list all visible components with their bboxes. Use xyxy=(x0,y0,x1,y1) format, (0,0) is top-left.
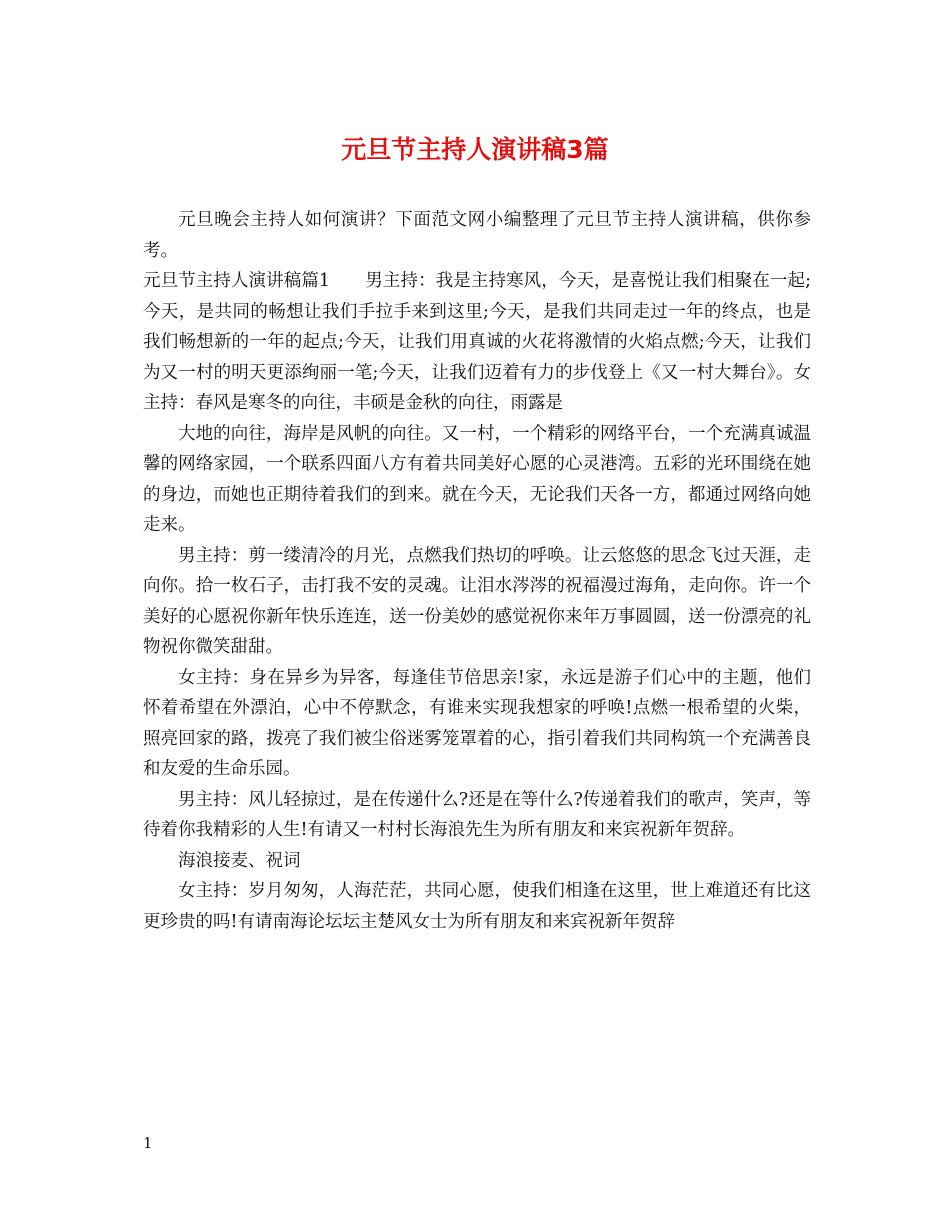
paragraph: 女主持：岁月匆匆，人海茫茫，共同心愿，使我们相逢在这里，世上难道还有比这更珍贵的吗!有请南海论坛坛主楚风女士为所有朋友和来宾祝新年贺辞 xyxy=(143,881,811,932)
paragraph: 元旦晚会主持人如何演讲？下面范文网小编整理了元旦节主持人演讲稿，供你参考。 xyxy=(143,210,811,261)
paragraph: 海浪接麦、祝词 xyxy=(178,850,301,871)
paragraph: 大地的向往，海岸是风帆的向往。又一村，一个精彩的网络平台，一个充满真诚温馨的网络家园，一个联系四面八方有着共同美好心愿的心灵港湾。五彩的光环围绕在她的身边，而她也正期待着我们的到来。就在今天，无论我们天各一方，都通过网络向她走来。 xyxy=(143,423,811,535)
paragraph: 女主持：身在异乡为异客，每逢佳节倍思亲!家，永远是游子们心中的主题，他们怀着希望在外漂泊，心中不停默念，有谁来实现我想家的呼唤!点燃一根希望的火柴，照亮回家的路，拨亮了我们被尘俗迷雾笼罩着的心，指引着我们共同构筑一个充满善良和友爱的生命乐园。 xyxy=(143,667,811,779)
page-number: 1 xyxy=(143,1134,153,1152)
paragraph: 男主持：风儿轻掠过，是在传递什么?还是在等什么?传递着我们的歌声，笑声，等待着你我精彩的人生!有请又一村村长海浪先生为所有朋友和来宾祝新年贺辞。 xyxy=(143,789,811,840)
paragraph: 男主持：剪一缕清冷的月光，点燃我们热切的呼唤。让云悠悠的思念飞过天涯，走向你。拾一枚石子，击打我不安的灵魂。让泪水涔涔的祝福漫过海角，走向你。许一个美好的心愿祝你新年快乐连连，送一份美妙的感觉祝你来年万事圆圆，送一份漂亮的礼物祝你微笑甜甜。 xyxy=(143,545,811,657)
document-body xyxy=(143,205,811,937)
document-title: 元旦节主持人演讲稿3篇 xyxy=(341,135,609,164)
paragraph: 元旦节主持人演讲稿篇1 男主持：我是主持寒风，今天，是喜悦让我们相聚在一起;今天，是共同的畅想让我们手拉手来到这里;今天，是我们共同走过一年的终点，也是我们畅想新的一年的起点;今天，让我们用真诚的火花将激情的火焰点燃;今天，让我们为又一村的明天更添绚丽一笔;今天，让我们迈着有力的步伐登上《又一村大舞台》。女主持：春风是寒冬的向往，丰硕是金秋的向往，雨露是 xyxy=(143,271,811,413)
